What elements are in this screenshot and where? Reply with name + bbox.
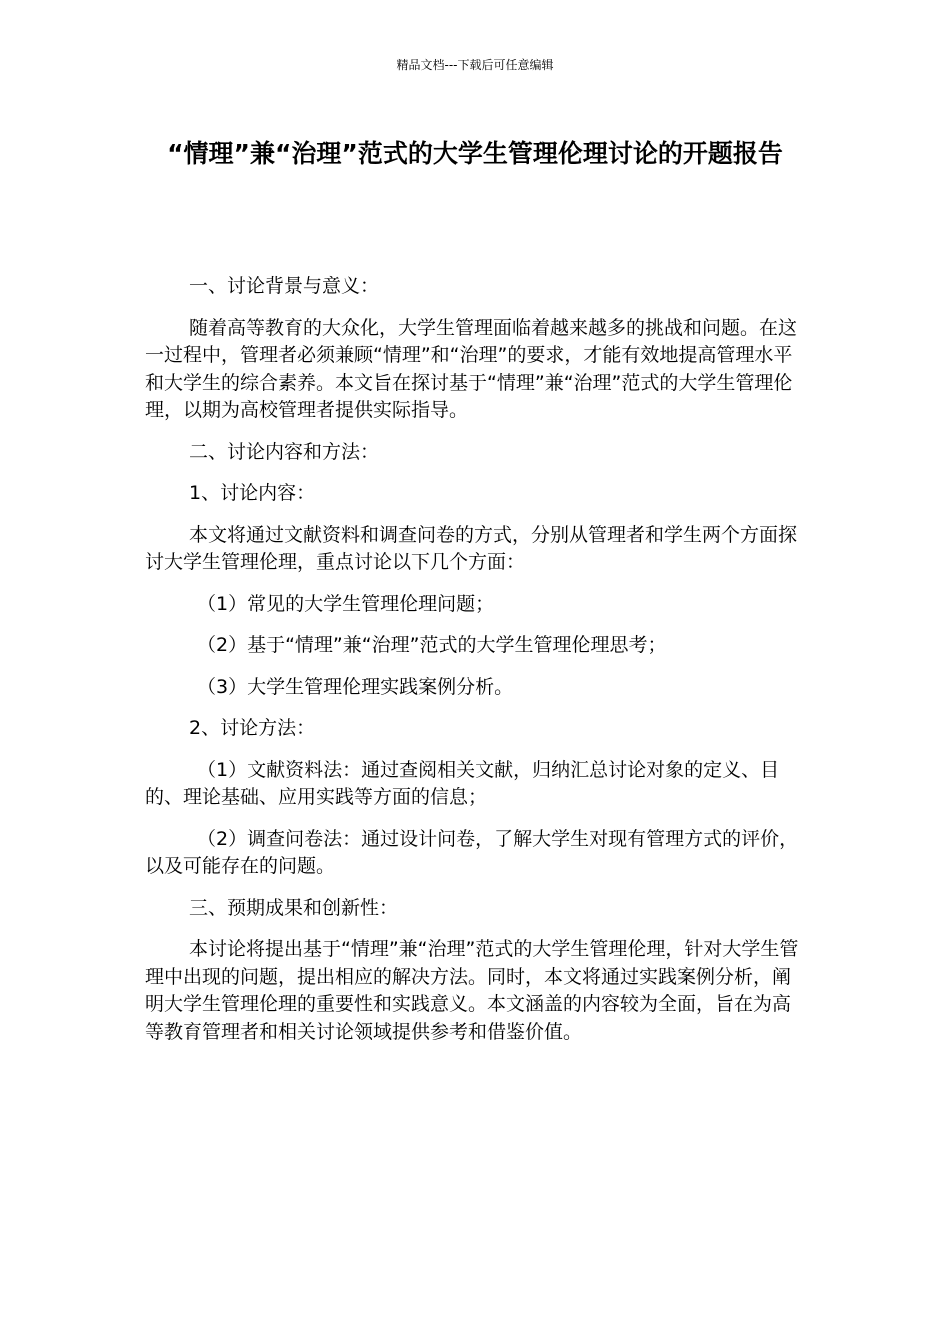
method-literature: （1）文献资料法：通过查阅相关文献，归纳汇总讨论对象的定义、目的、理论基础、应用实践等方面的信息； (145, 758, 780, 808)
page-header: 精品文档---下载后可任意编辑 (396, 58, 554, 72)
paragraph-content: 本文将通过文献资料和调查问卷的方式，分别从管理者和学生两个方面探讨大学生管理伦理，重点讨论以下几个方面： (145, 523, 798, 573)
paragraph-background: 随着高等教育的大众化，大学生管理面临着越来越多的挑战和问题。在这一过程中，管理者必须兼顾“情理”和“治理”的要求，才能有效地提高管理水平和大学生的综合素养。本文旨在探讨基于“情理”兼“治理”范式的大学生管理伦理，以期为高校管理者提供实际指导。 (145, 316, 798, 421)
document-body (145, 273, 805, 1060)
subheading-content: 1、讨论内容： (189, 482, 316, 504)
list-item-1: （1）常见的大学生管理伦理问题； (197, 592, 495, 615)
list-item-3: （3）大学生管理伦理实践案例分析。 (197, 675, 514, 698)
document-title: “情理”兼“治理”范式的大学生管理伦理讨论的开题报告 (167, 139, 783, 168)
section-heading-background: 一、讨论背景与意义： (189, 275, 380, 297)
section-heading-outcomes: 三、预期成果和创新性： (189, 896, 399, 919)
list-item-2: （2）基于“情理”兼“治理”范式的大学生管理伦理思考； (197, 634, 667, 656)
subheading-methods: 2、讨论方法： (189, 717, 316, 739)
method-questionnaire: （2）调查问卷法：通过设计问卷，了解大学生对现有管理方式的评价，以及可能存在的问题。 (145, 827, 799, 877)
paragraph-outcomes: 本讨论将提出基于“情理”兼“治理”范式的大学生管理伦理，针对大学生管理中出现的问题，提出相应的解决方法。同时，本文将通过实践案例分析，阐明大学生管理伦理的重要性和实践意义。本文涵盖的内容较为全面，旨在为高等教育管理者和相关讨论领域提供参考和借鉴价值。 (145, 938, 799, 1043)
section-heading-content-methods: 二、讨论内容和方法： (189, 440, 380, 463)
